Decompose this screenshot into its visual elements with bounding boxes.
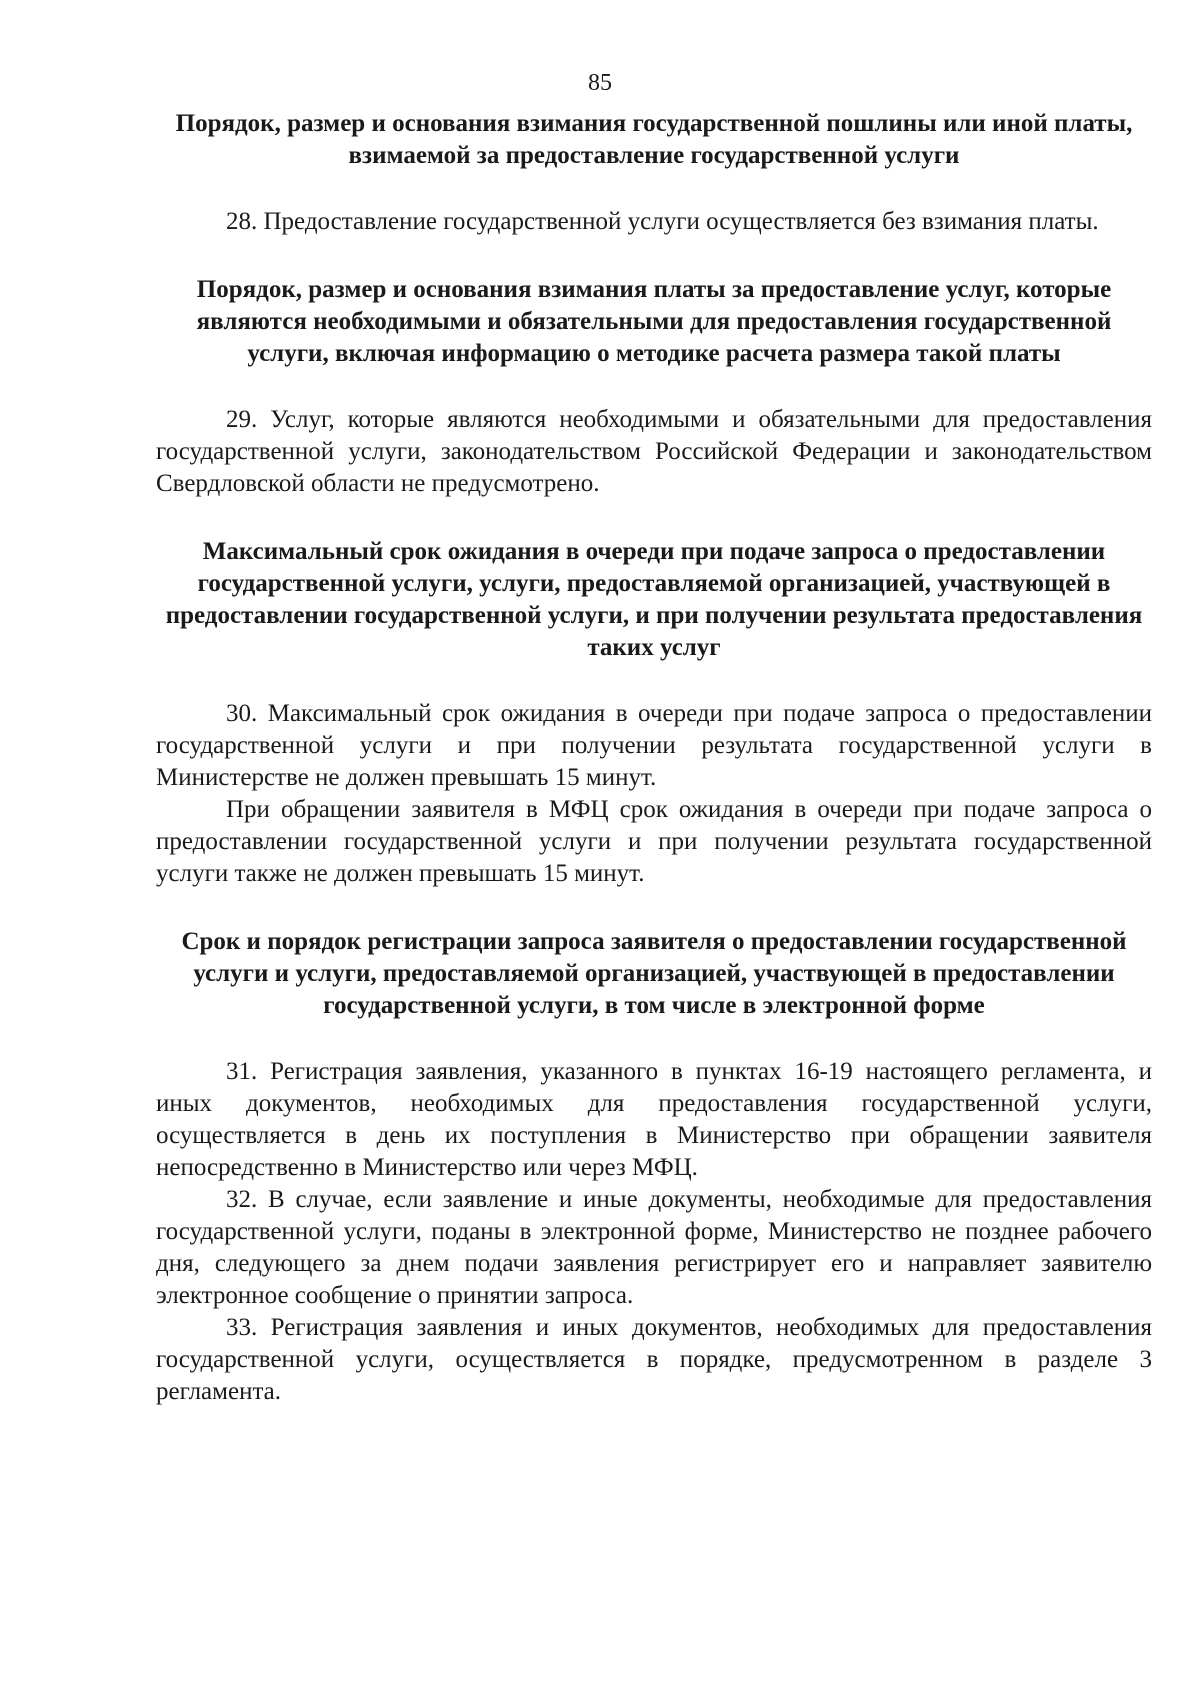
paragraph-30-mfc: При обращении заявителя в МФЦ срок ожидания в очереди при подаче запроса о предоставлении государственной услуги и при получении результата государственной услуги также не должен превышать 15 минут.	[156, 796, 1152, 887]
page-number: 85	[588, 70, 612, 96]
section-heading-registration: Срок и порядок регистрации запроса заявителя о предоставлении государственной услуги и услуги, предоставляемой организацией, участвующей в предоставлении государственной услуги, в том числе в электронной форме	[181, 928, 1127, 1019]
paragraph-30: 30. Максимальный срок ожидания в очереди при подаче запроса о предоставлении государственной услуги и при получении результата государственной услуги в Министерстве не должен превышать 15 минут.	[156, 700, 1152, 791]
document-body	[156, 108, 1152, 1408]
paragraph-33: 33. Регистрация заявления и иных документов, необходимых для предоставления государственной услуги, осуществляется в порядке, предусмотренном в разделе 3 регламента.	[156, 1314, 1152, 1405]
paragraph-32: 32. В случае, если заявление и иные документы, необходимые для предоставления государственной услуги, поданы в электронной форме, Министерство не позднее рабочего дня, следующего за днем подачи заявления регистрирует его и направляет заявителю электронное сообщение о принятии запроса.	[156, 1186, 1152, 1309]
section-heading-fee: Порядок, размер и основания взимания государственной пошлины или иной платы, взимаемой за предоставление государственной услуги	[175, 110, 1133, 169]
paragraph-28: 28. Предоставление государственной услуги осуществляется без взимания платы.	[226, 208, 1099, 235]
paragraph-31: 31. Регистрация заявления, указанного в пунктах 16-19 настоящего регламента, и иных документов, необходимых для предоставления государственной услуги, осуществляется в день их поступления в Министерство при обращении заявителя непосредственно в Министерство или через МФЦ.	[156, 1058, 1152, 1181]
section-heading-related-services-fee: Порядок, размер и основания взимания платы за предоставление услуг, которые являются необходимыми и обязательными для предоставления государственной услуги, включая информацию о методике расчета размера такой платы	[196, 276, 1112, 367]
paragraph-29: 29. Услуг, которые являются необходимыми и обязательными для предоставления государственной услуги, законодательством Российской Федерации и законодательством Свердловской области не предусмотрено.	[156, 406, 1152, 497]
section-heading-queue-time: Максимальный срок ожидания в очереди при подаче запроса о предоставлении государственной услуги, услуги, предоставляемой организацией, участвующей в предоставлении государственной услуги, и при получении результата предоставления таких услуг	[165, 538, 1143, 661]
